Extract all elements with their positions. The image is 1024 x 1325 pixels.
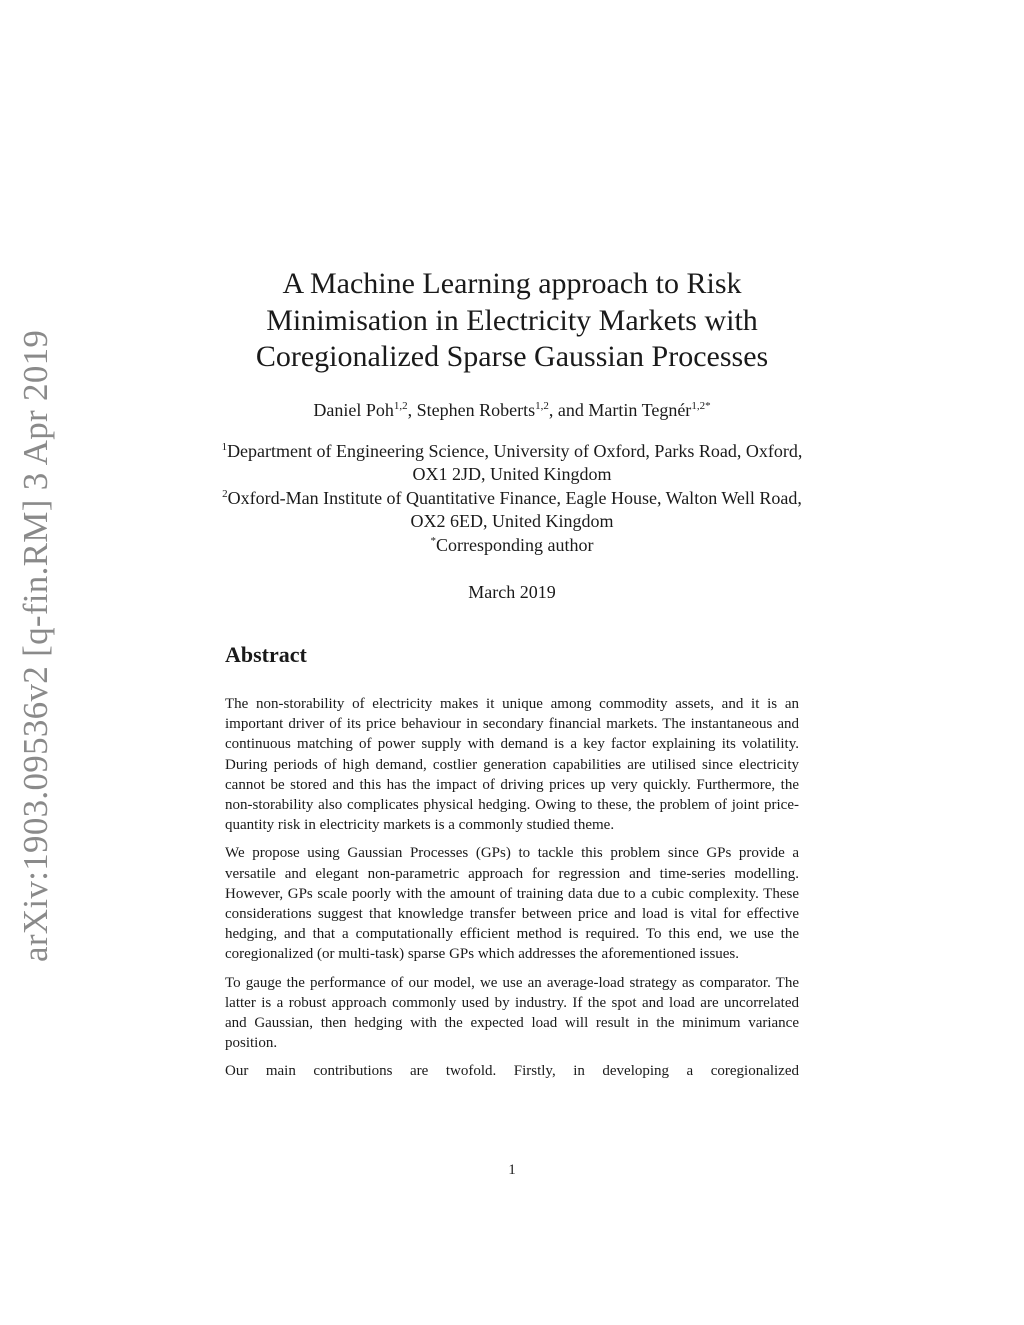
affiliation-list <box>212 440 812 557</box>
author-affiliation-mark: 1,2 <box>535 400 549 412</box>
affiliation-text: Corresponding author <box>436 534 594 555</box>
affiliation-entry <box>212 440 812 487</box>
abstract-paragraph: We propose using Gaussian Processes (GPs) to tackle this problem since GPs provide a versatile and elegant non-parametric approach for regression and time-series modelling. However, GPs scale poorly with the amount of training data due to a cubic complexity. These considerations suggest that knowledge transfer between price and load is vital for effective hedging, and that a computationally efficient method is required. To this end, we use the coregionalized (or multi-task) sparse GPs which addresses the aforementioned issues. <box>225 845 799 963</box>
affiliation-text: Department of Engineering Science, University of Oxford, Parks Road, Oxford, OX1 2JD, United Kingdom <box>227 441 803 485</box>
author-affiliation-mark: 1,2 <box>393 400 408 412</box>
author-name: Martin Tegnér <box>588 400 692 420</box>
affiliation-mark: 2 <box>222 487 228 500</box>
affiliation-text: Oxford-Man Institute of Quantitative Finance, Eagle House, Walton Well Road, OX2 6ED, United Kingdom <box>227 487 802 532</box>
author-affiliation-mark: 1,2* <box>691 400 711 412</box>
abstract-paragraph: To gauge the performance of our model, we use an average-load strategy as comparator. The latter is a robust approach commonly used by industry. If the spot and load are uncorrelated and Gaussian, then hedging with the expected load will result in the minimum variance position. <box>225 974 799 1052</box>
paper-title: A Machine Learning approach to Risk Minimisation in Electricity Markets with Coregionalized Sparse Gaussian Processes <box>255 267 769 373</box>
author-name: Stephen Roberts <box>416 400 536 420</box>
arxiv-identifier-stamp: arXiv:1903.09536v2 [q-fin.RM] 3 Apr 2019 <box>16 329 55 962</box>
author-name: Daniel Poh <box>313 400 394 420</box>
publication-date: March 2019 <box>468 582 556 602</box>
affiliation-mark: 1 <box>221 441 228 453</box>
affiliation-entry <box>212 487 812 534</box>
corresponding-author-note <box>212 534 812 557</box>
page-number: 1 <box>508 1162 516 1178</box>
author-list <box>162 398 862 422</box>
abstract-body <box>225 694 799 1090</box>
affiliation-mark: * <box>430 534 436 547</box>
author-separator: , <box>407 400 417 420</box>
abstract-paragraph: The non-storability of electricity makes it unique among commodity assets, and it is an important driver of its price behaviour in secondary financial markets. The instantaneous and continuous matching of power supply with demand is a key factor explaining its volatility. During periods of high demand, costlier generation capabilities are utilised since electricity cannot be stored and this has the impact of driving prices up very quickly. Furthermore, the non-storability also complicates physical hedging. Owing to these, the problem of joint price-quantity risk in electricity markets is a commonly studied theme. <box>225 696 799 834</box>
abstract-paragraph: Our main contributions are twofold. Firstly, in developing a coregionalized <box>225 1063 799 1080</box>
abstract-heading: Abstract <box>225 642 307 667</box>
author-separator: , and <box>548 400 589 420</box>
